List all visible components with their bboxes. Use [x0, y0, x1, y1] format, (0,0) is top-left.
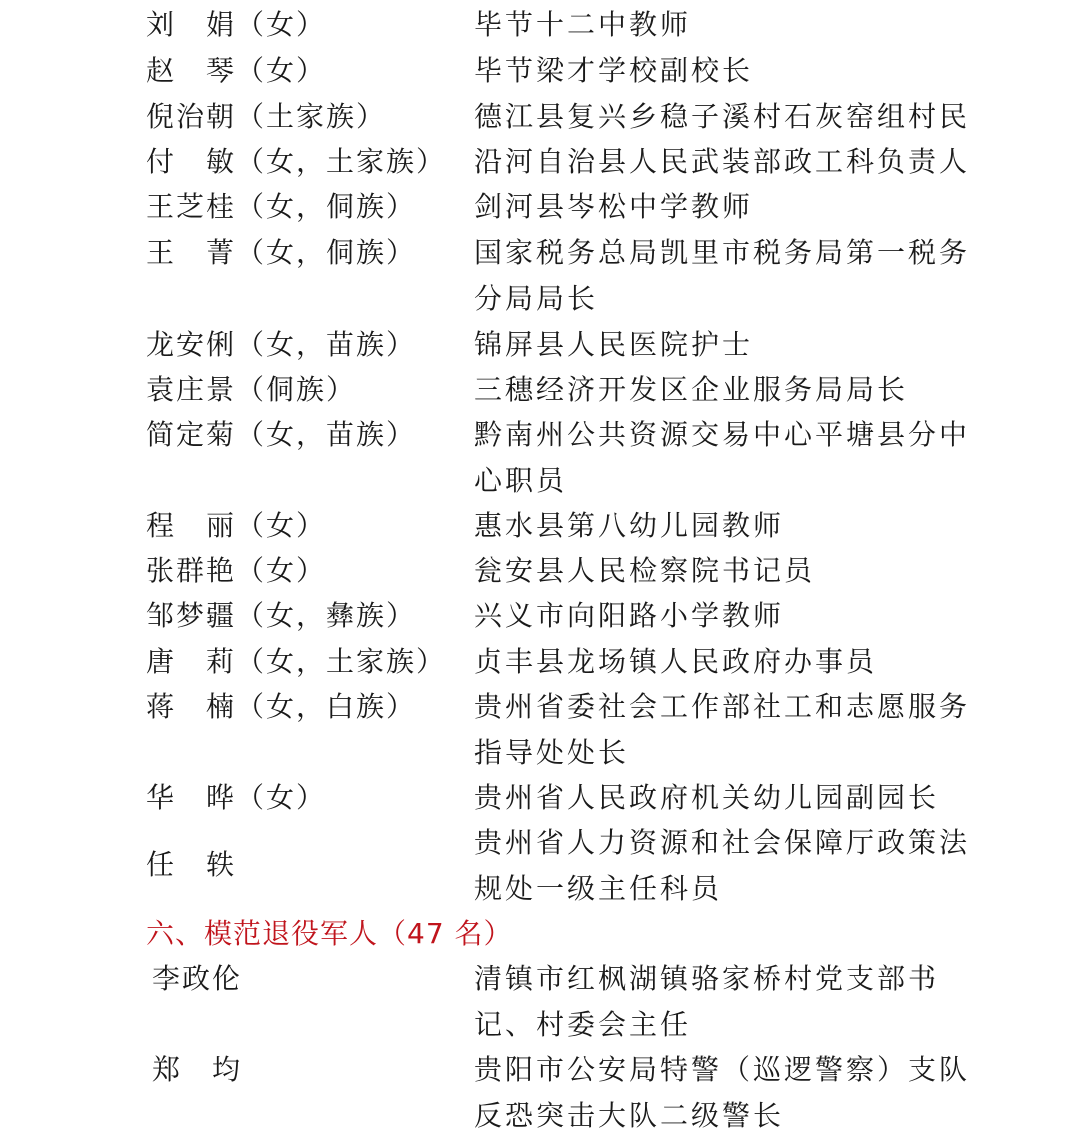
person-name: 付 敏（女，土家族）	[146, 145, 447, 178]
unit-line: 惠水县第八幼儿园教师	[474, 509, 785, 542]
person-name: 王 菁（女，侗族）	[146, 236, 417, 269]
person-name: 倪治朝（土家族）	[146, 100, 387, 133]
person-unit	[474, 2, 954, 48]
person-unit	[474, 548, 954, 594]
unit-line: 瓮安县人民检察院书记员	[474, 554, 816, 587]
unit-line: 毕节梁才学校副校长	[474, 54, 754, 87]
unit-line: 国家税务总局凯里市税务局第一税务	[474, 236, 971, 269]
unit-line: 反恐突击大队二级警长	[474, 1099, 785, 1132]
person-name: 程 丽（女）	[146, 509, 327, 542]
person-name: 张群艳（女）	[146, 554, 327, 587]
unit-line: 贵阳市公安局特警（巡逻警察）支队	[474, 1053, 971, 1086]
unit-line: 锦屏县人民医院护士	[474, 328, 754, 361]
unit-line: 黔南州公共资源交易中心平塘县分中	[474, 418, 971, 451]
person-name: 刘 娟（女）	[146, 8, 327, 41]
person-unit	[474, 184, 954, 230]
person-name: 龙安俐（女，苗族）	[146, 328, 417, 361]
unit-line: 分局局长	[474, 282, 599, 315]
unit-line: 三穗经济开发区企业服务局局长	[474, 373, 909, 406]
person-name: 任 轶	[146, 848, 237, 881]
person-unit	[474, 230, 971, 322]
unit-line: 心职员	[474, 464, 568, 497]
person-unit	[474, 48, 954, 94]
unit-line: 毕节十二中教师	[474, 8, 692, 41]
person-name: 李政伦	[152, 962, 243, 995]
person-name: 华 晔（女）	[146, 781, 327, 814]
person-unit	[474, 1047, 971, 1139]
unit-line: 贞丰县龙场镇人民政府办事员	[474, 645, 878, 678]
unit-line: 德江县复兴乡稳子溪村石灰窑组村民	[474, 100, 971, 133]
unit-line: 贵州省人民政府机关幼儿园副园长	[474, 781, 940, 814]
person-unit	[474, 684, 971, 776]
person-unit	[474, 322, 954, 368]
person-name: 唐 莉（女，土家族）	[146, 645, 447, 678]
person-unit	[474, 139, 971, 185]
person-unit	[474, 820, 971, 912]
person-unit	[474, 412, 971, 504]
unit-line: 指导处处长	[474, 736, 630, 769]
person-unit	[474, 593, 954, 639]
unit-line: 规处一级主任科员	[474, 872, 723, 905]
unit-line: 兴义市向阳路小学教师	[474, 599, 785, 632]
person-unit	[474, 639, 954, 685]
person-name: 郑 均	[152, 1053, 243, 1086]
person-unit	[474, 503, 954, 549]
person-name: 赵 琴（女）	[146, 54, 327, 87]
unit-line: 清镇市红枫湖镇骆家桥村党支部书	[474, 962, 940, 995]
person-unit	[474, 94, 971, 140]
unit-line: 剑河县岑松中学教师	[474, 190, 754, 223]
person-name: 王芝桂（女，侗族）	[146, 190, 417, 223]
person-name: 简定菊（女，苗族）	[146, 418, 417, 451]
person-name: 蒋 楠（女，白族）	[146, 690, 417, 723]
unit-line: 贵州省委社会工作部社工和志愿服务	[474, 690, 971, 723]
person-unit	[474, 775, 954, 821]
person-unit	[474, 367, 954, 413]
person-name: 邹梦疆（女，彝族）	[146, 599, 417, 632]
person-unit	[474, 956, 954, 1048]
unit-line: 记、村委会主任	[474, 1008, 692, 1041]
unit-line: 贵州省人力资源和社会保障厅政策法	[474, 826, 971, 859]
section-heading: 六、模范退役军人（47 名）	[146, 917, 513, 950]
unit-line: 沿河自治县人民武装部政工科负责人	[474, 145, 971, 178]
person-name: 袁庄景（侗族）	[146, 373, 357, 406]
